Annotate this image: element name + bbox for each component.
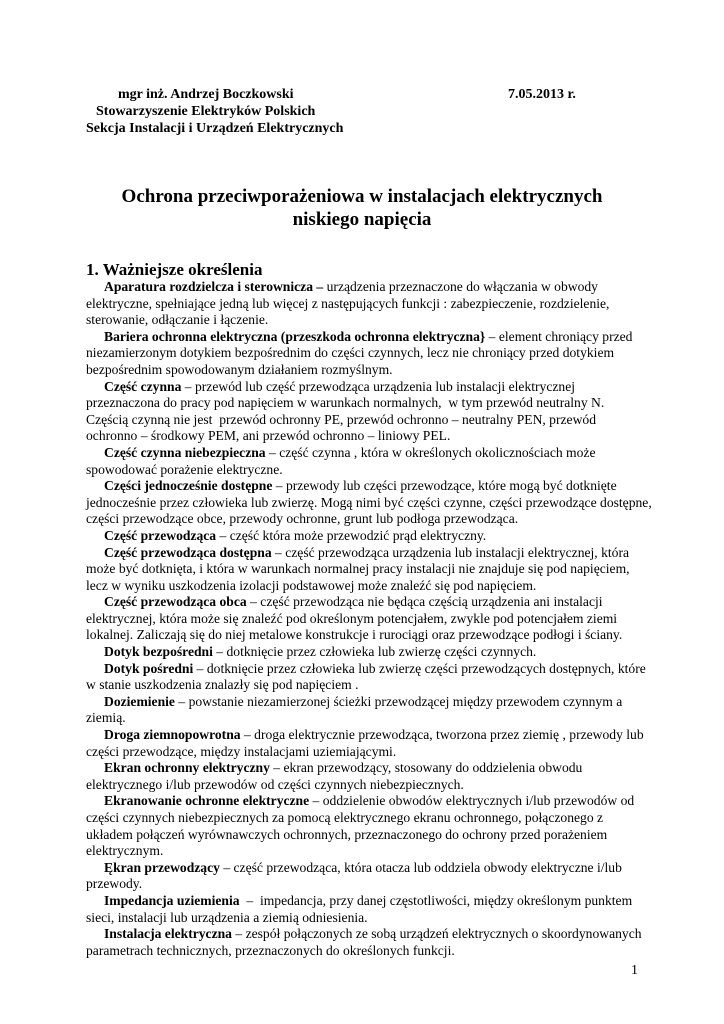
definition-text: ochronno – środkowy PEM, ani przewód ochronno – liniowy PEL. <box>86 428 451 444</box>
document-title-line-1: Ochrona przeciwporażeniowa w instalacjach elektrycznych <box>121 186 603 207</box>
definition-line <box>86 462 638 479</box>
definition-term: Instalacja elektryczna <box>104 926 232 942</box>
definition-text: ziemią. <box>86 710 126 726</box>
definition-line <box>86 561 638 578</box>
definition-term: Impedancja uziemienia <box>104 892 240 908</box>
definition-line <box>86 445 638 462</box>
definition-line <box>86 545 638 562</box>
definition-entry <box>86 694 638 727</box>
definition-text: lokalnej. Zaliczają się do niej metalowe konstrukcje i rurociągi oraz przewodzące podłogi i ściany. <box>86 627 623 643</box>
definition-text: elektrycznego i/lub przewodów od części czynnych niebezpiecznych. <box>86 776 464 792</box>
definition-term: Bariera ochronna elektryczna (przeszkoda ochronna elektryczna} <box>104 328 486 344</box>
definition-term: Aparatura rozdzielcza i sterownicza – <box>104 279 324 294</box>
definition-term: Część przewodząca dostępna <box>104 544 272 560</box>
definition-line <box>86 478 638 495</box>
definition-line <box>86 279 638 296</box>
definition-text: układem połączeń wyrównawczych ochronnych, przeznaczonego do ochrony przed porażeniem <box>86 826 608 842</box>
definition-line <box>86 379 638 396</box>
definition-text: sterowanie, odłączanie i łączenie. <box>86 312 269 328</box>
definition-line <box>86 694 638 711</box>
definition-term: Część czynna niebezpieczna <box>104 444 266 460</box>
definition-entry <box>86 760 638 793</box>
definition-entry <box>86 727 644 760</box>
definition-line <box>86 926 642 943</box>
definition-line <box>86 644 638 661</box>
definition-text: przeznaczona do pracy pod napięciem w warunkach normalnych, w tym przewód neutralny N. <box>86 395 605 411</box>
author-name: mgr inż. Andrzej Boczkowski <box>118 87 294 102</box>
definition-entry <box>86 860 638 893</box>
definition-text: – element chroniący przed <box>485 328 633 344</box>
definition-text: – zespół połączonych ze sobą urządzeń elektrycznych o skoordynowanych <box>231 926 642 942</box>
definition-line <box>86 943 638 960</box>
definition-line <box>86 627 638 644</box>
definition-line <box>86 793 638 810</box>
definition-text: – część przewodząca urządzenia lub instalacji elektrycznej, która <box>271 544 630 560</box>
definition-text: części czynnych niebezpiecznych za pomocą elektrycznego ekranu ochronnego, połączonego z <box>86 810 604 825</box>
definition-line <box>86 611 638 628</box>
definition-text: niezamierzonym dotykiem bezpośrednim do części czynnych, lecz nie chroniący przed dotykiem <box>86 345 615 361</box>
definition-line <box>86 329 638 346</box>
definition-text: może być dotknięta, i która w warunkach normalnej pracy instalacji nie znajduje się pod napięciem, <box>86 561 630 577</box>
definition-text: – impedancja, przy danej częstotliwości, między określonym punktem <box>239 892 633 908</box>
document-title <box>60 185 664 231</box>
document-title-line-2: niskiego napięcia <box>292 209 432 230</box>
definition-line <box>86 777 638 794</box>
definition-line <box>86 827 638 844</box>
definition-term: Ekranowanie ochronne elektryczne <box>104 793 310 809</box>
definition-text: spowodować porażenie elektryczne. <box>86 461 283 477</box>
definition-text: – część przewodząca nie będąca częścią urządzenia ani instalacji <box>246 594 603 610</box>
definition-term: Część przewodząca obca <box>104 594 247 610</box>
definition-term: Części jednocześnie dostępne <box>104 478 273 494</box>
definition-line <box>86 362 638 379</box>
definition-entry <box>86 545 638 595</box>
definition-line <box>86 594 638 611</box>
definition-term: Dotyk pośredni <box>104 660 194 676</box>
definition-text: – przewody lub części przewodzące, które mogą być dotknięte <box>272 478 617 494</box>
definition-text: – część która może przewodzić prąd elektryczny. <box>216 527 487 543</box>
definition-entry <box>86 279 638 329</box>
definition-term: Dotyk bezpośredni <box>104 644 213 660</box>
definition-entry <box>86 329 638 379</box>
definition-term: Doziemienie <box>104 693 175 709</box>
definition-text: – powstanie niezamierzonej ścieżki przewodzącej między przewodem czynnym a <box>174 693 623 709</box>
definition-text: elektrycznym. <box>86 843 164 859</box>
definition-line <box>86 312 638 329</box>
definition-line <box>86 578 638 595</box>
definition-line <box>86 744 638 761</box>
definition-term: Część czynna <box>104 378 182 394</box>
definition-line <box>86 876 638 893</box>
definition-text: sieci, instalacji lub urządzenia a ziemią odniesienia. <box>86 909 368 925</box>
definition-text: elektryczne, spełniające jedną lub więcej z następujących funkcji : zabezpieczenie, rozdzielenie, <box>86 295 610 311</box>
definition-text: urządzenia przeznaczone do włączania w obwody <box>323 279 598 294</box>
definition-line <box>86 910 638 927</box>
definition-entry <box>86 594 638 644</box>
definition-line <box>86 810 638 827</box>
definition-text: parametrach technicznych, przeznaczonych do określonych funkcji. <box>86 942 455 958</box>
definition-entry <box>86 478 652 528</box>
definition-line <box>86 296 638 313</box>
definition-line <box>86 727 644 744</box>
definition-text: bezpośrednim spowodowanym działaniem rozmyślnym. <box>86 361 393 377</box>
definition-entry <box>86 893 638 926</box>
definition-text: – przewód lub część przewodząca urządzenia lub instalacji elektrycznej <box>181 378 576 394</box>
definition-line <box>86 428 638 445</box>
definition-text: – dotknięcie przez człowieka lub zwierzę części czynnych. <box>212 644 537 660</box>
definition-line <box>86 494 652 512</box>
definition-line <box>86 660 646 678</box>
page-number: 1 <box>631 963 638 978</box>
definition-text: – oddzielenie obwodów elektrycznych i/lub przewodów od <box>309 793 635 809</box>
definition-line <box>86 710 638 727</box>
definition-line <box>86 843 638 860</box>
definition-entry <box>86 644 638 661</box>
definition-entry <box>86 445 638 478</box>
definition-term: Droga ziemnopowrotna <box>104 727 241 743</box>
definition-entry <box>86 379 638 445</box>
definition-line <box>86 528 638 545</box>
definition-term: Ekran ochronny elektryczny <box>104 760 270 776</box>
definition-entry <box>86 528 638 545</box>
definition-line <box>86 395 638 412</box>
definition-text: – część przewodząca, która otacza lub oddziela obwody elektryczne i/lub <box>219 859 622 875</box>
definition-text: jednocześnie przez człowieka lub zwierzę. Mogą nimi być części czynne, części przewodzące dostępne, <box>86 494 652 510</box>
section-name: Sekcja Instalacji i Urządzeń Elektrycznych <box>86 121 344 136</box>
document-date: 7.05.2013 r. <box>508 87 576 102</box>
definition-text: – ekran przewodzący, stosowany do oddzielenia obwodu <box>269 760 583 776</box>
definition-text: części przewodzące obce, przewody ochronne, grunt lub podłoga przewodząca. <box>86 511 519 527</box>
definition-text: przewody. <box>86 876 143 892</box>
definitions-list <box>86 279 652 959</box>
definition-entry <box>86 660 646 694</box>
definition-text: elektrycznej, która może się znaleźć pod określonym potencjałem, zwykle pod potencjałem ziemi <box>86 610 618 626</box>
definition-text: Częścią czynną nie jest przewód ochronny PE, przewód ochronno – neutralny PEN, przewód <box>86 411 596 427</box>
definition-line <box>86 860 638 877</box>
definition-line <box>86 511 638 528</box>
definition-entry <box>86 926 642 959</box>
definition-line <box>86 760 638 777</box>
definition-term: Część przewodząca <box>104 527 217 543</box>
definition-text: – droga elektrycznie przewodząca, tworzona przez ziemię , przewody lub <box>240 727 644 743</box>
definition-line <box>86 412 638 429</box>
definition-text: w stanie uszkodzenia znalazły się pod napięciem . <box>86 677 359 693</box>
definition-entry <box>86 793 638 859</box>
definition-line <box>86 345 638 362</box>
definition-text: lecz w wyniku uszkodzenia izolacji podstawowej może znaleźć się pod napięciem. <box>86 577 537 593</box>
definition-term: Ękran przewodzący <box>104 859 220 875</box>
definition-line <box>86 677 638 694</box>
definition-text: części przewodzące, między instalacjami uziemiającymi. <box>86 743 397 759</box>
section-heading: 1. Ważniejsze określenia <box>86 260 263 279</box>
organization-name: Stowarzyszenie Elektryków Polskich <box>96 104 316 119</box>
definition-line <box>86 893 638 910</box>
definition-text: – część czynna , która w określonych okolicznościach może <box>265 444 596 460</box>
definition-text: – dotknięcie przez człowieka lub zwierzę części przewodzących dostępnych, które <box>193 660 646 676</box>
